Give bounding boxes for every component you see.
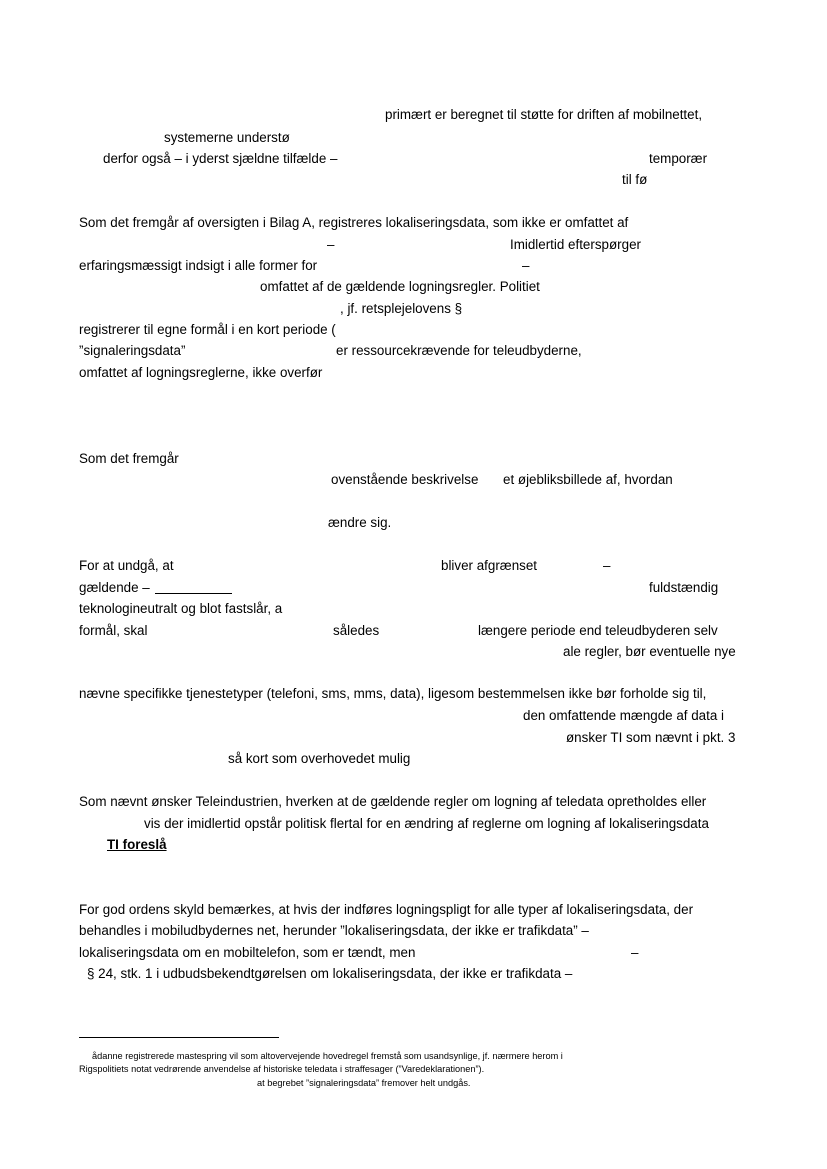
text-line: således — [333, 623, 380, 638]
text-line: lokaliseringsdata om en mobiltelefon, som er tændt, men — [79, 945, 416, 960]
footnote-line: Rigspolitiets notat vedrørende anvendelse af historiske teledata i straffesager (”Varedeklarationen”). — [79, 1064, 485, 1074]
text-line: Som nævnt ønsker Teleindustrien, hverken at de gældende regler om logning af teledata opretholdes eller — [79, 794, 707, 809]
text-line: længere periode end teleudbyderen selv — [478, 623, 718, 638]
text-line: ale regler, bør eventuelle nye — [563, 644, 736, 659]
text-line: erfaringsmæssigt indsigt i alle former for — [79, 258, 318, 273]
text-line: behandles i mobiludbydernes net, herunder ”lokaliseringsdata, der ikke er trafikdata” – — [79, 923, 589, 938]
text-line: registrerer til egne formål i en kort periode ( — [79, 322, 336, 337]
text-line: formål, skal — [79, 623, 148, 638]
text-line: – — [327, 237, 335, 252]
text-line: primært er beregnet til støtte for driften af mobilnettet, — [385, 107, 703, 122]
section-heading: TI foreslå — [107, 837, 167, 852]
text-line: så kort som overhovedet mulig — [228, 751, 411, 766]
text-line: For god ordens skyld bemærkes, at hvis der indføres logningspligt for alle typer af lokaliseringsdata, der — [79, 902, 694, 917]
text-line: til fø — [622, 172, 648, 187]
text-line: , jf. retsplejelovens § — [340, 301, 463, 316]
text-line: den omfattende mængde af data i — [523, 708, 724, 723]
text-line: For at undgå, at — [79, 558, 174, 573]
text-line: systemerne understø — [164, 130, 290, 145]
blank-underline — [155, 593, 232, 594]
text-line: Som det fremgår — [79, 451, 179, 466]
text-line: ”signaleringsdata” — [79, 343, 186, 358]
text-line: ovenstående beskrivelse — [331, 472, 479, 487]
text-line: omfattet af logningsreglerne, ikke overfør — [79, 365, 323, 380]
text-line: Imidlertid efterspørger — [510, 237, 641, 252]
text-line: nævne specifikke tjenestetyper (telefoni, sms, mms, data), ligesom bestemmelsen ikke bør forholde sig til, — [79, 686, 707, 701]
text-line: Som det fremgår af oversigten i Bilag A, registreres lokaliseringsdata, som ikke er omfattet af — [79, 215, 629, 230]
text-line: – — [631, 945, 639, 960]
text-line: – — [603, 558, 611, 573]
text-line: derfor også – i yderst sjældne tilfælde – — [103, 151, 338, 166]
text-line: omfattet af de gældende logningsregler. Politiet — [260, 279, 540, 294]
text-line: bliver afgrænset — [441, 558, 538, 573]
text-line: teknologineutralt og blot fastslår, a — [79, 601, 283, 616]
text-line: ændre sig. — [328, 515, 392, 530]
text-line: et øjebliksbillede af, hvordan — [503, 472, 673, 487]
text-line: vis der imidlertid opstår politisk flertal for en ændring af reglerne om logning af lokaliseringsdata — [144, 816, 709, 831]
text-line: gældende – — [79, 580, 150, 595]
text-line: er ressourcekrævende for teleudbyderne, — [336, 343, 582, 358]
text-line: § 24, stk. 1 i udbudsbekendtgørelsen om lokaliseringsdata, der ikke er trafikdata – — [87, 966, 573, 981]
text-line: temporær — [649, 151, 708, 166]
footnote-line: ådanne registrerede mastespring vil som altovervejende hovedregel fremstå som usandsynlige, jf. nærmere herom i — [92, 1051, 563, 1061]
text-line: fuldstændig — [649, 580, 719, 595]
text-line: – — [522, 258, 530, 273]
footnote-separator — [79, 1037, 279, 1038]
text-line: ønsker TI som nævnt i pkt. 3 — [566, 730, 736, 745]
footnote-line: at begrebet ”signaleringsdata” fremover helt undgås. — [257, 1078, 471, 1088]
